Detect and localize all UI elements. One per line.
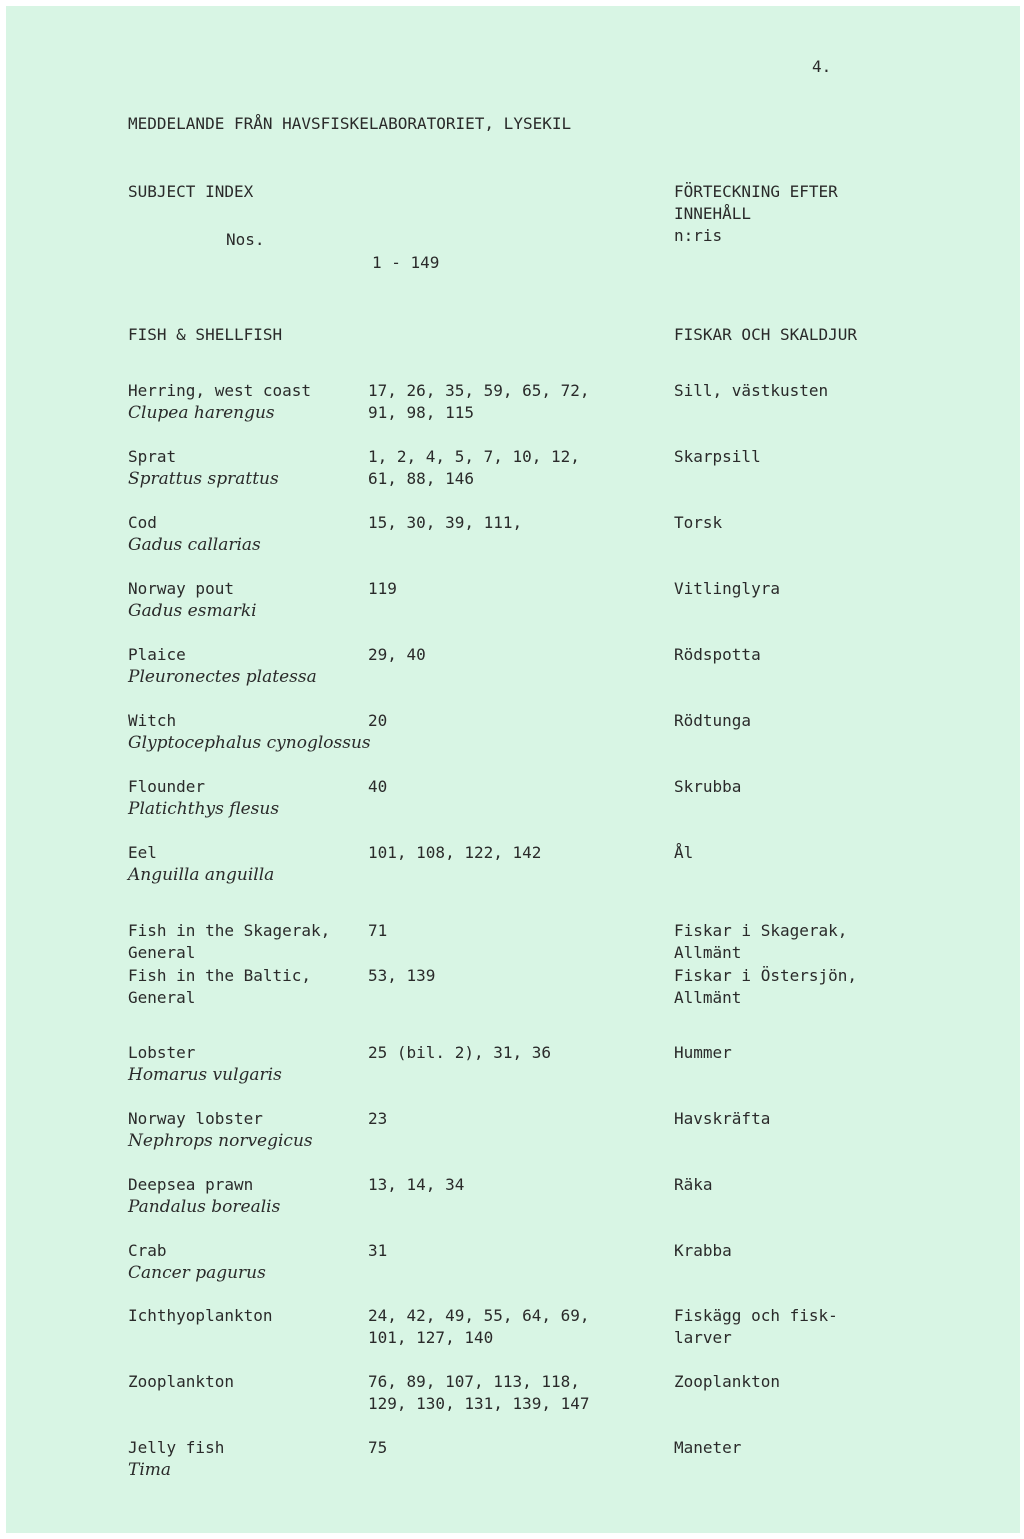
entry-latin: Cancer pagurus xyxy=(128,1263,266,1283)
entry-numbers: 31 xyxy=(368,1241,388,1260)
entry-subtitle: General xyxy=(128,988,196,1007)
entry-latin: Sprattus sprattus xyxy=(128,469,279,489)
entry-latin: Pandalus borealis xyxy=(128,1197,281,1217)
entry-numbers: 25 (bil. 2), 31, 36 xyxy=(368,1043,552,1062)
entry-swedish-cont: Allmänt xyxy=(674,943,742,962)
entry-swedish: Räka xyxy=(674,1175,713,1194)
entry-latin: Nephrops norvegicus xyxy=(128,1131,313,1151)
entry-swedish: Vitlinglyra xyxy=(674,579,780,598)
entry-swedish: Rödtunga xyxy=(674,711,752,730)
entry-numbers: 101, 108, 122, 142 xyxy=(368,843,542,862)
entry-swedish: Havskräfta xyxy=(674,1109,771,1128)
entry-numbers-cont: 101, 127, 140 xyxy=(368,1328,494,1347)
entry-latin: Anguilla anguilla xyxy=(128,865,275,885)
entry-latin: Clupea harengus xyxy=(128,403,275,423)
entry-swedish: Skarpsill xyxy=(674,447,761,466)
entry-numbers: 24, 42, 49, 55, 64, 69, xyxy=(368,1306,590,1325)
entry-latin: Gadus esmarki xyxy=(128,601,257,621)
entry-swedish-cont: Allmänt xyxy=(674,988,742,1007)
entry-name: Norway pout xyxy=(128,579,234,598)
swedish-nos-label: n:ris xyxy=(674,226,723,245)
entry-name: Plaice xyxy=(128,645,186,664)
entry-name: Herring, west coast xyxy=(128,381,312,400)
entry-swedish: Ål xyxy=(674,843,694,862)
entry-swedish-cont: larver xyxy=(674,1328,732,1347)
entry-latin: Glyptocephalus cynoglossus xyxy=(128,733,371,753)
entry-swedish: Maneter xyxy=(674,1438,742,1457)
entry-swedish: Hummer xyxy=(674,1043,732,1062)
section-heading-english: FISH & SHELLFISH xyxy=(128,325,283,344)
page-number: 4. xyxy=(812,57,832,76)
entry-numbers: 23 xyxy=(368,1109,388,1128)
entry-numbers: 29, 40 xyxy=(368,645,426,664)
number-range: 1 - 149 xyxy=(372,253,440,272)
series-title: MEDDELANDE FRÅN HAVSFISKELABORATORIET, LYSEKIL xyxy=(128,114,572,133)
entry-name: Deepsea prawn xyxy=(128,1175,254,1194)
swedish-title-line2: INNEHÅLL xyxy=(674,204,752,223)
entry-name: Witch xyxy=(128,711,177,730)
entry-name: Flounder xyxy=(128,777,206,796)
entry-swedish: Rödspotta xyxy=(674,645,761,664)
swedish-title-line1: FÖRTECKNING EFTER xyxy=(674,182,838,201)
entry-numbers: 75 xyxy=(368,1438,388,1457)
entry-swedish: Torsk xyxy=(674,513,723,532)
entry-name: Zooplankton xyxy=(128,1372,234,1391)
entry-numbers-cont: 61, 88, 146 xyxy=(368,469,474,488)
entry-name: Crab xyxy=(128,1241,167,1260)
entry-name: Eel xyxy=(128,843,157,862)
entry-swedish: Fiskar i Östersjön, xyxy=(674,966,858,985)
entry-latin: Homarus vulgaris xyxy=(128,1065,282,1085)
entry-swedish: Sill, västkusten xyxy=(674,381,829,400)
entry-swedish: Fiskägg och fisk- xyxy=(674,1306,838,1325)
entry-name: Fish in the Skagerak, xyxy=(128,921,331,940)
nos-label: Nos. xyxy=(226,230,265,249)
entry-latin: Pleuronectes platessa xyxy=(128,667,317,687)
entry-numbers: 20 xyxy=(368,711,388,730)
entry-swedish: Zooplankton xyxy=(674,1372,780,1391)
entry-name: Norway lobster xyxy=(128,1109,263,1128)
entry-latin: Gadus callarias xyxy=(128,535,261,555)
entry-name: Jelly fish xyxy=(128,1438,225,1457)
entry-latin: Tima xyxy=(128,1460,172,1480)
entry-numbers: 1, 2, 4, 5, 7, 10, 12, xyxy=(368,447,580,466)
entry-name: Sprat xyxy=(128,447,177,466)
entry-numbers: 119 xyxy=(368,579,397,598)
entry-name: Cod xyxy=(128,513,157,532)
entry-numbers: 53, 139 xyxy=(368,966,436,985)
entry-swedish: Fiskar i Skagerak, xyxy=(674,921,848,940)
entry-swedish: Skrubba xyxy=(674,777,742,796)
entry-numbers-cont: 129, 130, 131, 139, 147 xyxy=(368,1394,590,1413)
entry-swedish: Krabba xyxy=(674,1241,732,1260)
entry-numbers: 13, 14, 34 xyxy=(368,1175,465,1194)
entry-subtitle: General xyxy=(128,943,196,962)
entry-numbers: 17, 26, 35, 59, 65, 72, xyxy=(368,381,590,400)
document-page xyxy=(6,6,1020,1533)
entry-numbers: 76, 89, 107, 113, 118, xyxy=(368,1372,580,1391)
entry-name: Lobster xyxy=(128,1043,196,1062)
entry-name: Ichthyoplankton xyxy=(128,1306,273,1325)
subject-index-title: SUBJECT INDEX xyxy=(128,182,254,201)
entry-latin: Platichthys flesus xyxy=(128,799,280,819)
entry-numbers: 71 xyxy=(368,921,388,940)
entry-numbers-cont: 91, 98, 115 xyxy=(368,403,474,422)
entry-numbers: 40 xyxy=(368,777,388,796)
entry-numbers: 15, 30, 39, 111, xyxy=(368,513,523,532)
section-heading-swedish: FISKAR OCH SKALDJUR xyxy=(674,325,858,344)
entry-name: Fish in the Baltic, xyxy=(128,966,312,985)
